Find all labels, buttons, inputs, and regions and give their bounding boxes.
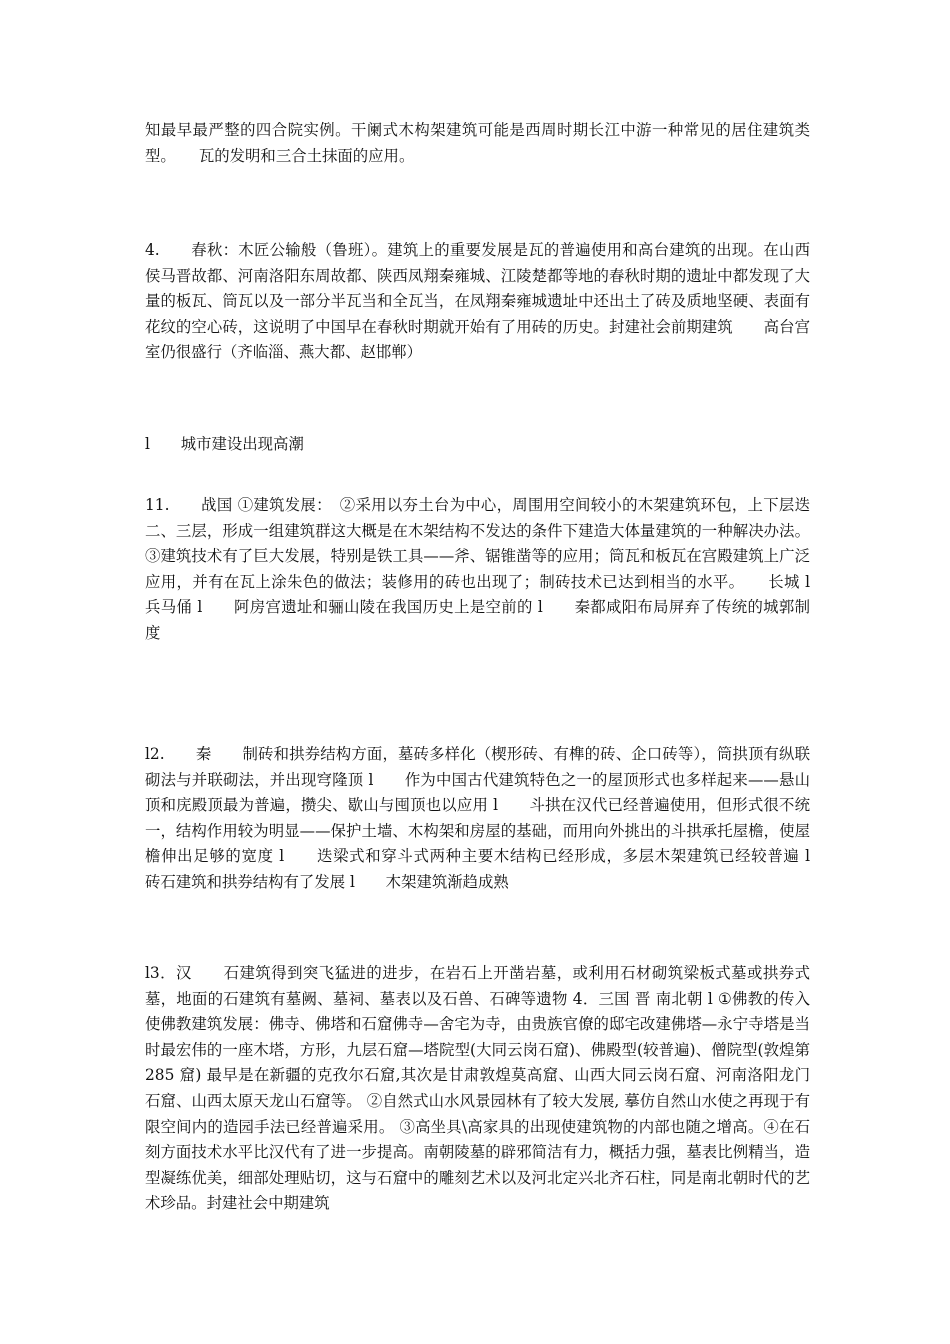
paragraph-spring-autumn: 4. 春秋：木匠公输般（鲁班）。建筑上的重要发展是瓦的普遍使用和高台建筑的出现。在山西侯马晋故都、河南洛阳东周故都、陕西凤翔秦雍城、江陵楚都等地的春秋时期的遗址中都发现了大量的板瓦、筒瓦以及一部分半瓦当和全瓦当，在凤翔秦雍城遗址中还出土了砖及质地坚硬、表面有花纹的空心砖，这说明了中国早在春秋时期就开始有了用砖的历史。封建社会前期建筑 高台宫室仍很盛行（齐临淄、燕大都、赵邯郸） xyxy=(145,241,810,362)
paragraph-qin: l2. 秦 制砖和拱券结构方面，墓砖多样化（楔形砖、有榫的砖、企口砖等），筒拱顶有纵联砌法与并联砌法，并出现穹隆顶 l 作为中国古代建筑特色之一的屋顶形式也多样起来——悬山顶和庑殿顶最为普遍，攒尖、歇山与囤顶也以应用 l 斗拱在汉代已经普遍使用，但形式很不统一，结构作用较为明显——保护土墙、木构架和房屋的基础，而用向外挑出的斗拱承托屋檐，使屋檐伸出足够的宽度 l 迭梁式和穿斗式两种主要木结构已经形成，多层木架建筑已经较普遍 l 砖石建筑和拱券结构有了发展 l 木架建筑渐趋成熟 xyxy=(145,745,841,891)
paragraph-warring-states: 11. 战国 ①建筑发展： ②采用以夯土台为中心，周围用空间较小的木架建筑环包，上下层迭二、三层，形成一组建筑群这大概是在木架结构不发达的条件下建造大体量建筑的一种解决办法。 ③建筑技术有了巨大发展，特别是铁工具——斧、锯锥凿等的应用；筒瓦和板瓦在宫殿建筑上广泛应用，并有在瓦上涂朱色的做法；装修用的砖也出现了；制砖技术已达到相当的水平。 长城 l 兵马俑 l 阿房宫遗址和骊山陵在我国历史上是空前的 l 秦都咸阳布局屏弃了传统的城郭制度 xyxy=(145,496,841,642)
paragraph-han: l3．汉 石建筑得到突飞猛进的进步，在岩石上开凿岩墓，或利用石材砌筑梁板式墓或拱券式墓，地面的石建筑有墓阙、墓祠、墓表以及石兽、石碑等遗物 4．三国 晋 南北朝 l ①佛教的传入使佛教建筑发展：佛寺、佛塔和石窟佛寺—舍宅为寺，由贵族官僚的邸宅改建佛塔—永宁寺塔是当时最宏伟的一座木塔，方形，九层石窟—塔院型(大同云岗石窟)、佛殿型(较普遍)、僧院型(敦煌第 285 窟) 最早是在新疆的克孜尔石窟,其次是甘肃敦煌莫高窟、山西大同云岗石窟、河南洛阳龙门石窟、山西太原天龙山石窟等。 ②自然式山水风景园林有了较大发展, 摹仿自然山水使之再现于有限空间内的造园手法已经普遍采用。 ③高坐具\高家具的出现使建筑物的内部也随之增高。④在石刻方面技术水平比汉代有了进一步提高。南朝陵墓的辟邪简洁有力，概括力强，墓表比例精当，造型凝练优美，细部处理贴切，这与石窟中的雕刻艺术以及河北定兴北齐石柱，同是南北朝时代的艺术珍品。封建社会中期建筑 xyxy=(145,964,810,1213)
paragraph-city-construction: l 城市建设出现高潮 xyxy=(145,435,304,453)
paragraph-siheyuan: 知最早最严整的四合院实例。干阑式木构架建筑可能是西周时期长江中游一种常见的居住建筑类型。 瓦的发明和三合土抹面的应用。 xyxy=(145,121,810,165)
